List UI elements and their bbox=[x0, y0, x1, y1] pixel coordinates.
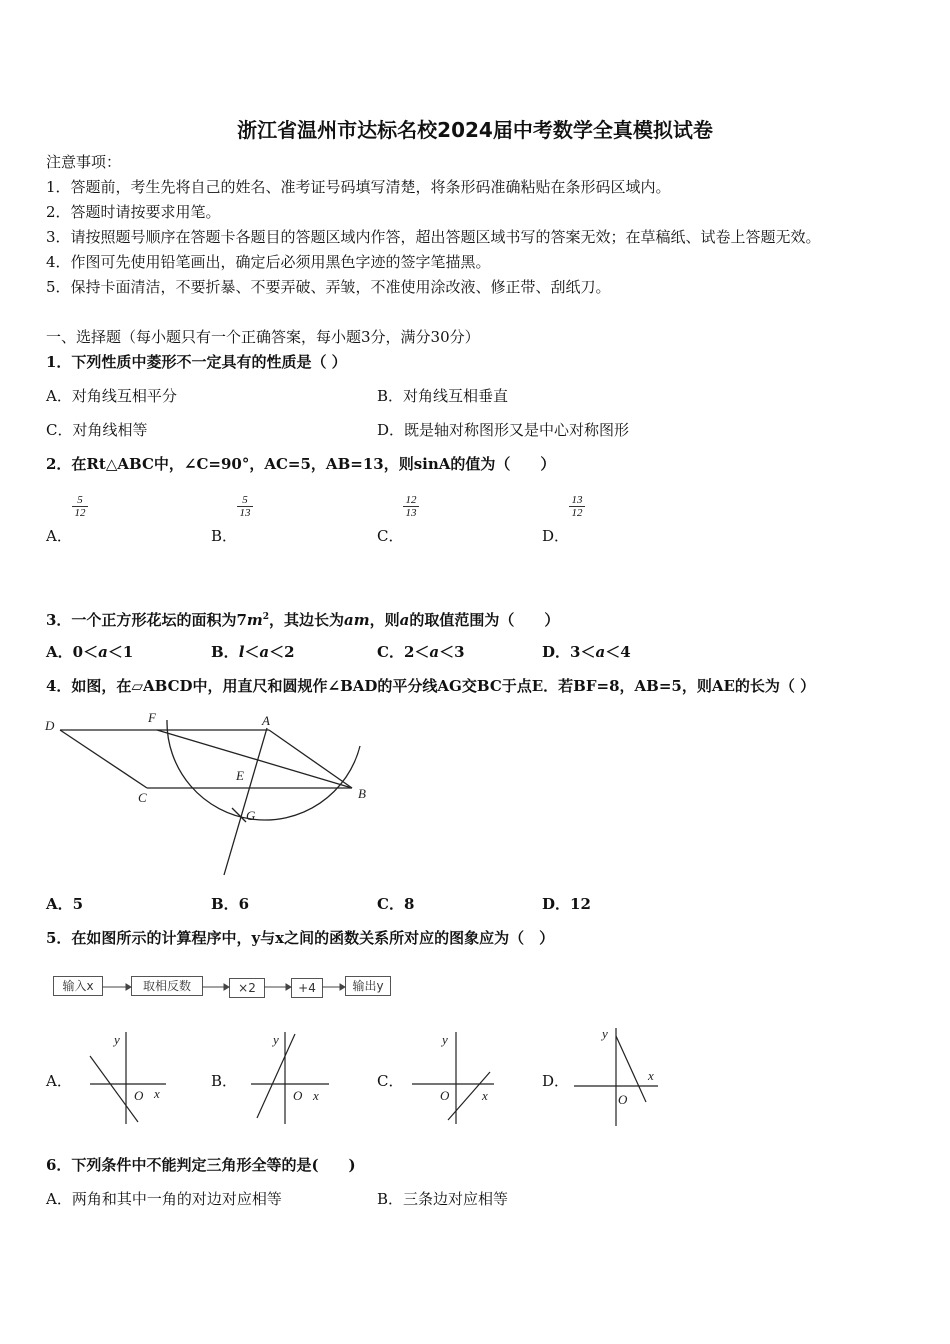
q4-option-d: D．12 bbox=[542, 895, 591, 913]
y-axis-label: y bbox=[273, 1032, 279, 1047]
origin-label: O bbox=[134, 1088, 144, 1103]
q3-option-a: A．0＜a＜1 bbox=[46, 643, 134, 661]
question-5-stem: 5．在如图所示的计算程序中，y与x之间的函数关系所对应的图象应为（ ） bbox=[46, 929, 555, 947]
q2-option-b-label: B． bbox=[211, 527, 238, 545]
point-d-label: D bbox=[45, 718, 55, 733]
q1-option-d: D．既是轴对称图形又是中心对称图形 bbox=[377, 421, 630, 439]
q2-fraction-d: $\frac{13}{12}$ bbox=[569, 494, 585, 519]
q5-option-d-label: D． bbox=[542, 1072, 570, 1090]
origin-label: O bbox=[440, 1088, 450, 1103]
question-3-stem: 3．一个正方形花坛的面积为$7m^2$，其边长为am，则a的取值范围为（ ） bbox=[46, 611, 560, 629]
question-4-stem: 4．如图，在▱ABCD中，用直尺和圆规作∠BAD的平分线AG交BC于点E．若BF=8，AB=5，则AE的长为（ ） bbox=[46, 677, 816, 695]
section-heading: 一、选择题（每小题只有一个正确答案，每小题3分，满分30分） bbox=[46, 328, 480, 346]
point-e-label: E bbox=[236, 768, 244, 783]
flow-negate-box: 取相反数 bbox=[131, 976, 203, 996]
y-axis-label: y bbox=[442, 1032, 448, 1047]
flow-plus-four-box: +4 bbox=[291, 978, 323, 998]
q5-graph-d bbox=[570, 1024, 670, 1128]
flow-input-box: 输入x bbox=[53, 976, 103, 996]
q4-option-c: C．8 bbox=[377, 895, 415, 913]
origin-label: O bbox=[618, 1092, 628, 1107]
q2-option-a-label: A． bbox=[46, 527, 72, 545]
q5-graph-b bbox=[247, 1028, 337, 1128]
point-f-label: F bbox=[148, 710, 156, 725]
x-axis-label: x bbox=[648, 1068, 654, 1083]
flow-arrows bbox=[100, 975, 460, 999]
q3-option-b: B．l＜a＜2 bbox=[211, 643, 295, 661]
y-axis-label: y bbox=[602, 1026, 608, 1041]
question-1-stem: 1．下列性质中菱形不一定具有的性质是（ ） bbox=[46, 353, 347, 371]
q1-option-a: A．对角线互相平分 bbox=[46, 387, 177, 405]
point-a-label: A bbox=[262, 713, 270, 728]
notice-heading: 注意事项： bbox=[46, 153, 122, 171]
origin-label: O bbox=[293, 1088, 303, 1103]
notice-item: 5．保持卡面清洁，不要折暴、不要弄破、弄皱，不准使用涂改液、修正带、刮纸刀。 bbox=[46, 278, 611, 296]
flow-times-two-box: ×2 bbox=[229, 978, 265, 998]
point-g-label: G bbox=[246, 808, 256, 823]
notice-item: 4．作图可先使用铅笔画出，确定后必须用黑色字迹的签字笔描黑。 bbox=[46, 253, 491, 271]
q2-fraction-b: $\frac{5}{13}$ bbox=[237, 494, 253, 519]
q4-option-b: B．6 bbox=[211, 895, 250, 913]
q5-graph-c bbox=[410, 1028, 510, 1128]
point-b-label: B bbox=[358, 786, 366, 801]
notice-item: 3．请按照题号顺序在答题卡各题目的答题区域内作答，超出答题区域书写的答案无效；在草稿纸、试卷上答题无效。 bbox=[46, 228, 821, 246]
question-2-stem: 2．在Rt△ABC中，∠C=90°，AC=5，AB=13，则sinA的值为（ ） bbox=[46, 455, 556, 473]
q6-option-b: B．三条边对应相等 bbox=[377, 1190, 509, 1208]
q2-fraction-c: $\frac{12}{13}$ bbox=[403, 494, 419, 519]
y-axis-label: y bbox=[114, 1032, 120, 1047]
q2-option-c-label: C． bbox=[377, 527, 404, 545]
q5-option-b-label: B． bbox=[211, 1072, 238, 1090]
q4-parallelogram-figure bbox=[42, 710, 382, 880]
q2-option-d-label: D． bbox=[542, 527, 570, 545]
notice-item: 2．答题时请按要求用笔。 bbox=[46, 203, 221, 221]
question-6-stem: 6．下列条件中不能判定三角形全等的是( ) bbox=[46, 1156, 356, 1174]
q1-option-c: C．对角线相等 bbox=[46, 421, 148, 439]
q6-option-a: A．两角和其中一角的对边对应相等 bbox=[46, 1190, 282, 1208]
q5-graph-a bbox=[80, 1028, 170, 1128]
q1-option-b: B．对角线互相垂直 bbox=[377, 387, 509, 405]
x-axis-label: x bbox=[313, 1088, 319, 1103]
q4-option-a: A．5 bbox=[46, 895, 84, 913]
q3-option-d: D．3＜a＜4 bbox=[542, 643, 631, 661]
notice-item: 1．答题前，考生先将自己的姓名、准考证号码填写清楚，将条形码准确粘贴在条形码区域内。 bbox=[46, 178, 671, 196]
x-axis-label: x bbox=[154, 1086, 160, 1101]
q3-option-c: C．2＜a＜3 bbox=[377, 643, 465, 661]
point-c-label: C bbox=[138, 790, 147, 805]
flow-output-box: 输出y bbox=[345, 976, 391, 996]
page-title: 浙江省温州市达标名校2024届中考数学全真模拟试卷 bbox=[237, 118, 713, 142]
q5-option-a-label: A． bbox=[46, 1072, 72, 1090]
x-axis-label: x bbox=[482, 1088, 488, 1103]
q2-fraction-a: $\frac{5}{12}$ bbox=[72, 494, 88, 519]
q5-option-c-label: C． bbox=[377, 1072, 404, 1090]
